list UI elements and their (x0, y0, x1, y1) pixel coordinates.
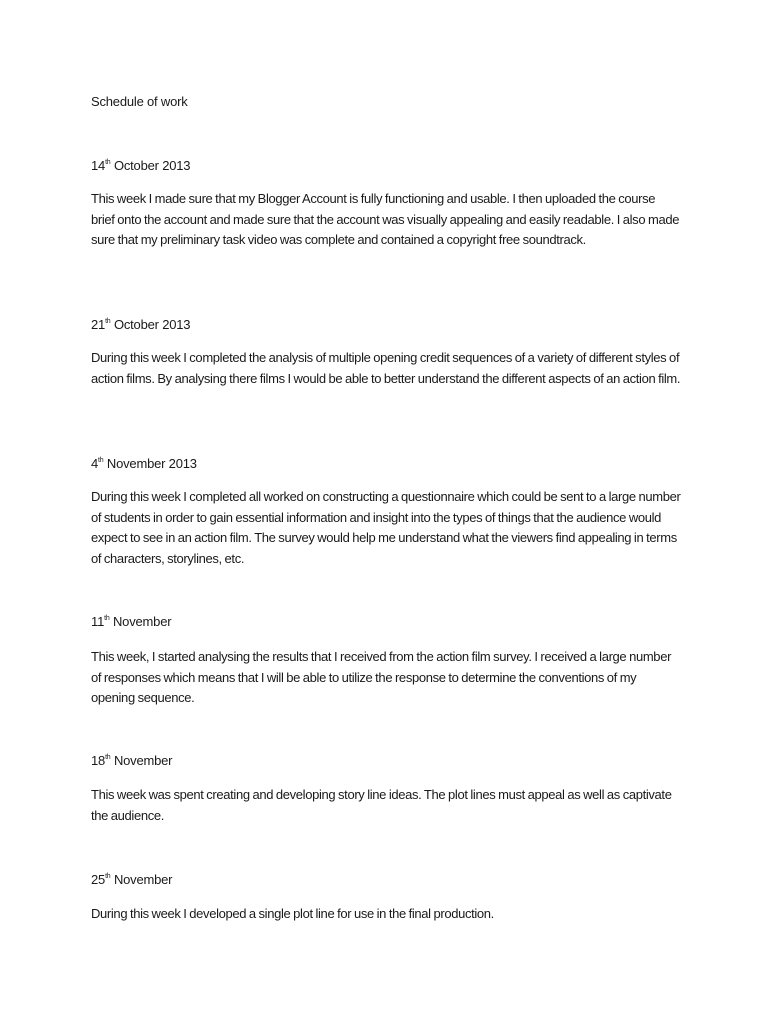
document-title: Schedule of work (91, 94, 188, 109)
date-suffix: th (105, 753, 111, 761)
entry-text: This week was spent creating and developing story line ideas. The plot lines must appeal as well as captivate the audience. (91, 787, 672, 823)
date-day: 11 (91, 614, 105, 629)
entry-text: This week I made sure that my Blogger Account is fully functioning and usable. I then uploaded the course brief onto the account and made sure that the account was visually appealing and easily readable. I also made sure that my preliminary task video was complete and contained a copyright free soundtrack. (91, 191, 680, 247)
entry-date (91, 317, 190, 333)
entry-date (91, 753, 172, 769)
date-rest: October 2013 (113, 158, 191, 173)
date-day: 25 (91, 872, 106, 887)
entry-text: During this week I completed all worked on constructing a questionnaire which could be sent to a large number of students in order to gain essential information and insight into the types of things that the audience would expect to see in an action film. The survey would help me understand what the viewers find appealing in terms of characters, storylines, etc. (91, 489, 681, 566)
entry-date (91, 158, 190, 174)
entry-text: During this week I completed the analysis of multiple opening credit sequences of a variety of different styles of action films. By analysing there films I would be able to better understand the different aspects of an action film. (91, 350, 681, 386)
date-rest: November (112, 614, 172, 629)
document-page (91, 0, 691, 1024)
date-rest: November 2013 (106, 456, 197, 471)
date-rest: November (113, 872, 173, 887)
entry-date (91, 614, 171, 630)
date-suffix: th (105, 317, 111, 325)
date-day: 21 (91, 317, 106, 332)
date-day: 4 (91, 456, 99, 471)
date-suffix: th (105, 158, 111, 166)
date-rest: November (113, 753, 173, 768)
date-day: 14 (91, 158, 106, 173)
date-day: 18 (91, 753, 106, 768)
entry-date (91, 872, 172, 888)
date-suffix: th (104, 614, 110, 622)
date-suffix: th (105, 872, 111, 880)
entry-text: During this week I developed a single plot line for use in the final production. (91, 906, 494, 921)
entry-text: This week, I started analysing the results that I received from the action film survey. I received a large number of responses which means that I will be able to utilize the response to determine the conventions of my opening sequence. (91, 649, 672, 705)
entry-date (91, 456, 197, 472)
date-rest: October 2013 (113, 317, 191, 332)
date-suffix: th (98, 456, 104, 464)
